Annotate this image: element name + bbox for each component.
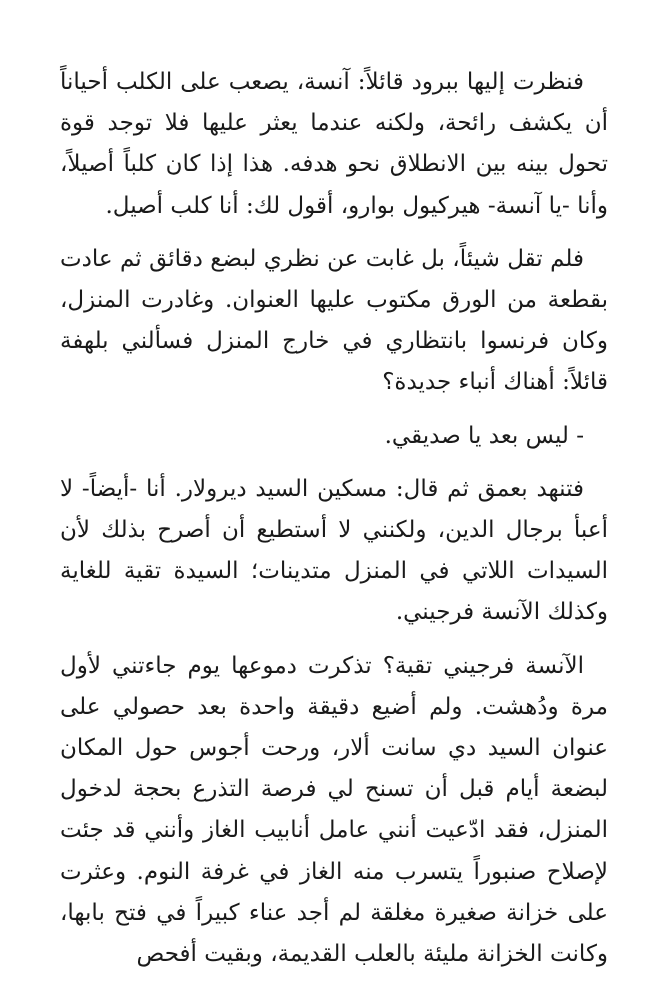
book-page: [60, 62, 608, 975]
paragraph-4: فتنهد بعمق ثم قال: مسكين السيد ديرولار. أنا -أيضاً- لا أعبأ برجال الدين، ولكنني لا أستطيع أن أصرح بذلك لأن السيدات اللاتي في المنزل متدينات؛ السيدة تقية للغاية وكذلك الآنسة فرجيني.: [60, 475, 608, 626]
paragraph-5: الآنسة فرجيني تقية؟ تذكرت دموعها يوم جاءتني لأول مرة ودُهشت. ولم أضيع دقيقة واحدة بعد حصولي على عنوان السيد دي سانت ألار، ورحت أجوس حول المكان لبضعة أيام قبل أن تسنح لي فرصة التذرع بحجة لدخول المنزل، فقد ادّعيت أنني عامل أنابيب الغاز وأنني قد جئت لإصلاح صنبوراً يتسرب منه الغاز في غرفة النوم. وعثرت على خزانة صغيرة مغلقة لم أجد عناء كبيراً في فتح بابها، وكانت الخزانة مليئة بالعلب القديمة، وبقيت أفحص: [60, 652, 608, 968]
paragraph-3: - ليس بعد يا صديقي.: [384, 422, 584, 449]
paragraph-2: فلم تقل شيئاً، بل غابت عن نظري لبضع دقائق ثم عادت بقطعة من الورق مكتوب عليها العنوان. وغادرت المنزل، وكان فرنسوا بانتظاري في خارج المنزل فسألني بلهفة قائلاً: أهناك أنباء جديدة؟: [60, 245, 608, 396]
paragraph-1: فنظرت إليها ببرود قائلاً: آنسة، يصعب على الكلب أحياناً أن يكشف رائحة، ولكنه عندما يعثر عليها فلا توجد قوة تحول بينه بين الانطلاق نحو هدفه. هذا إذا كان كلباً أصيلاً، وأنا -يا آنسة- هيركيول بوارو، أقول لك: أنا كلب أصيل.: [60, 69, 608, 219]
